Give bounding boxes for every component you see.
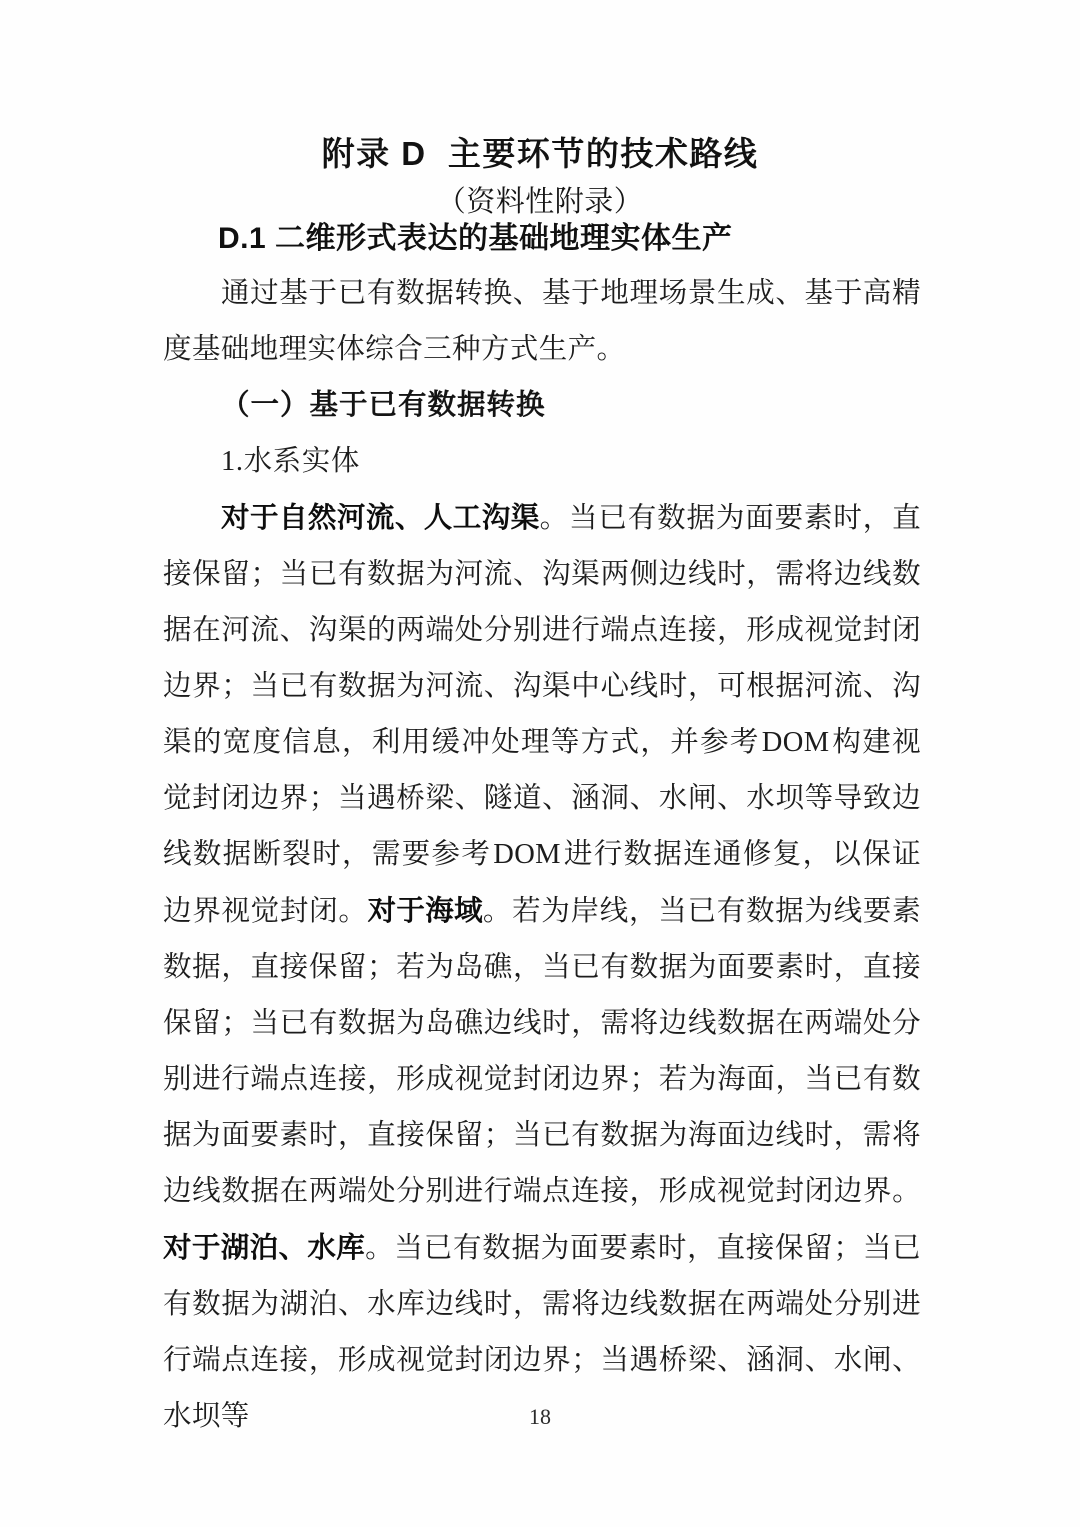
paragraph-segment-5: 。当已有数据为面要素时，直接保留；当已有数据为湖泊、水库边线时，需将边线数据在两端处分别进行端点连接，形成视觉封闭边界；当遇桥梁、涵洞、水闸、水坝等 bbox=[163, 1233, 921, 1432]
term-lake-reservoir: 对于湖泊、水库 bbox=[163, 1232, 366, 1264]
subsection-heading-water-entity: 1.水系实体 bbox=[221, 446, 360, 477]
abbreviation-dom-second: DOM bbox=[493, 839, 561, 870]
page-number: 18 bbox=[529, 1404, 551, 1429]
subsection-heading-one: （一）基于已有数据转换 bbox=[221, 390, 546, 421]
paragraph-segment-1: 。当已有数据为面要素时，直接保留；当已有数据为河流、沟渠两侧边线时，需将边线数据在河流、沟渠的两端处分别进行端点连接，形成视觉封闭边界；当已有数据为河流、沟渠中心线时，可根据河流、沟渠的宽度信息，利用缓冲处理等方式，并参考 bbox=[163, 503, 921, 758]
paragraph-segment-4: 。若为岸线，当已有数据为线要素数据，直接保留；若为岛礁，当已有数据为面要素时，直接保留；当已有数据为岛礁边线时，需将边线数据在两端处分别进行端点连接，形成视觉封闭边界；若为海面，当已有数据为面要素时，直接保留；当已有数据为海面边线时，需将边线数据在两端处分别进行端点连接，形成视觉封闭边界。 bbox=[163, 896, 921, 1207]
main-paragraph bbox=[163, 490, 921, 1445]
section-heading-d1: D.1 二维形式表达的基础地理实体生产 bbox=[218, 222, 733, 255]
paragraph-segment-3: 进行数据连通修复，以保证边界视觉封闭。 bbox=[163, 839, 921, 927]
paragraph-segment-2: 构建视觉封闭边界；当遇桥梁、隧道、涵洞、水闸、水坝等导致边线数据断裂时，需要参考 bbox=[163, 727, 921, 870]
term-sea-area: 对于海域 bbox=[367, 895, 483, 927]
term-natural-river: 对于自然河流、人工沟渠 bbox=[221, 502, 540, 534]
intro-paragraph: 通过基于已有数据转换、基于地理场景生成、基于高精度基础地理实体综合三种方式生产。 bbox=[163, 278, 921, 365]
appendix-subtitle: （资料性附录） bbox=[436, 186, 644, 218]
appendix-title: 附录 D 主要环节的技术路线 bbox=[321, 135, 759, 172]
abbreviation-dom-first: DOM bbox=[761, 727, 830, 758]
